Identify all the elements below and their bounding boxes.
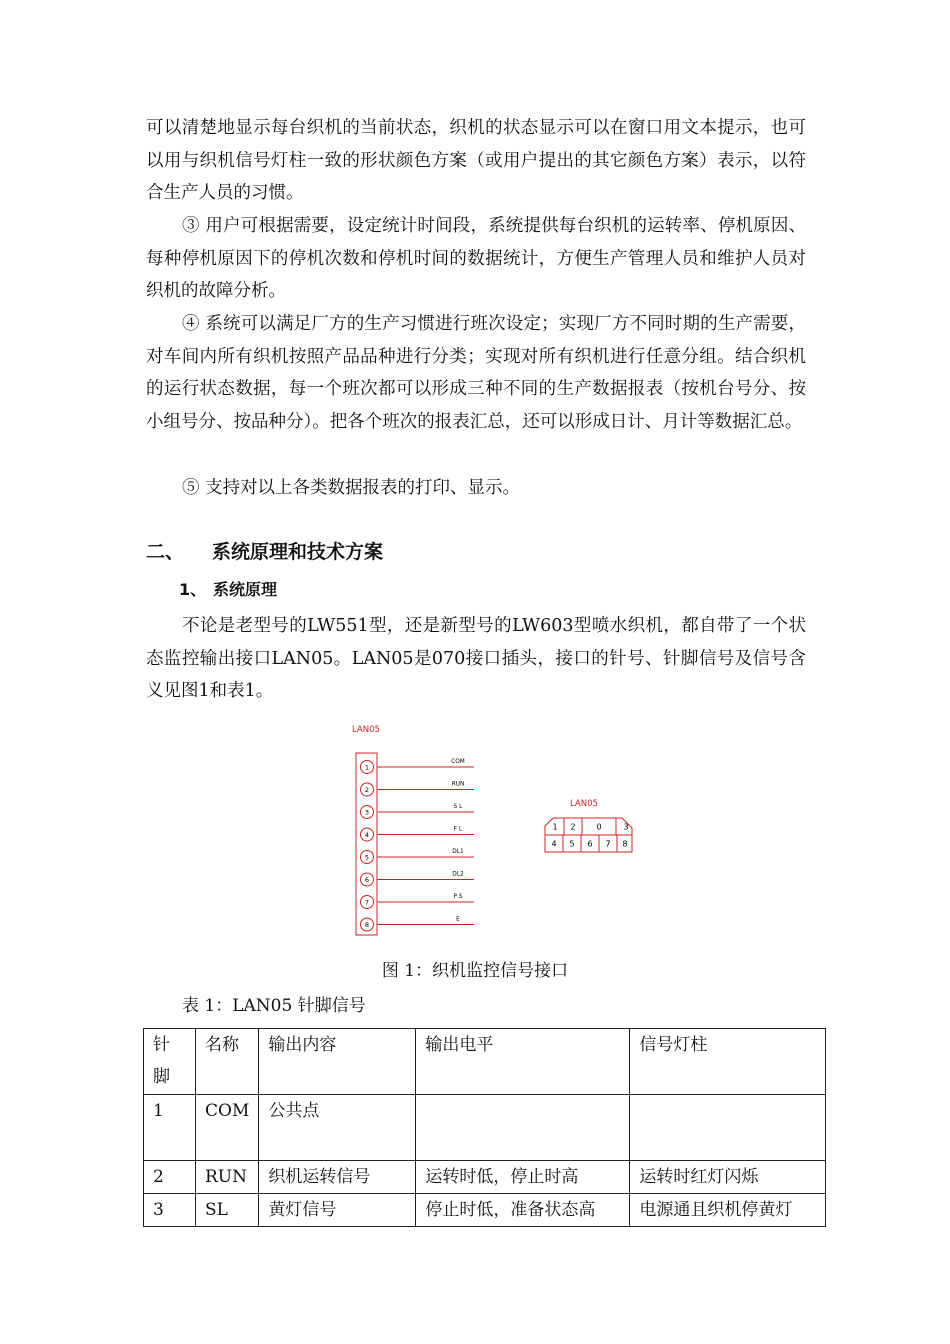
signal-label: COM (451, 759, 465, 765)
pin-list (361, 759, 475, 931)
connector-body (356, 753, 377, 935)
connector-diagram (340, 718, 640, 943)
table-cell: SL (196, 1194, 259, 1227)
plug-pin-number: 6 (587, 839, 593, 849)
pin-number: 4 (364, 831, 370, 839)
table-cell: 停止时低，准备状态高 (416, 1194, 630, 1227)
signal-label: F L (453, 826, 463, 833)
table-header-row (144, 1029, 826, 1095)
header-output-content: 输出内容 (259, 1029, 416, 1095)
plug-pin-number: 3 (623, 822, 629, 832)
paragraph-print-display: ⑤ 支持对以上各类数据报表的打印、显示。 (182, 478, 521, 498)
plug-pin-number: 5 (569, 839, 575, 849)
pin-number: 5 (364, 853, 370, 862)
table-cell: 2 (144, 1161, 196, 1194)
table-cell: 织机运转信号 (259, 1161, 416, 1194)
figure-caption: 图 1：织机监控信号接口 (381, 961, 569, 981)
plug-pin-number: 0 (596, 822, 602, 832)
table-cell: 3 (144, 1194, 196, 1227)
plug-pin-number: 8 (622, 839, 628, 849)
signal-label: P S (453, 894, 463, 900)
pin-number: 7 (364, 898, 370, 907)
pin-number: 2 (364, 786, 370, 794)
pin-number: 1 (364, 763, 370, 772)
plug-label: LAN05 (570, 799, 598, 809)
signal-label: RUN (451, 781, 465, 788)
subsection-heading (179, 575, 277, 605)
table-cell: 1 (144, 1095, 196, 1161)
section-number: 二、 (146, 541, 185, 563)
table-cell: 电源通且织机停黄灯 (630, 1194, 826, 1227)
signal-label: DL2 (452, 871, 464, 878)
section-heading (146, 534, 383, 570)
table-cell: RUN (196, 1161, 259, 1194)
header-name: 名称 (196, 1029, 259, 1095)
pin-signal-table (143, 1028, 826, 1227)
signal-label: E (456, 916, 460, 923)
pin-number: 8 (364, 921, 370, 929)
subsection-title: 系统原理 (213, 580, 278, 599)
plug-pin-number: 1 (552, 822, 558, 832)
table-cell: COM (196, 1095, 259, 1161)
header-output-level: 输出电平 (416, 1029, 630, 1095)
paragraph-interface-intro: 不论是老型号的LW551型，还是新型号的LW603型喷水织机，都自带了一个状态监控输出接口LAN05。LAN05是070接口插头，接口的针号、针脚信号及信号含义见图1和表1。 (146, 616, 806, 701)
table-cell: 运转时低，停止时高 (416, 1161, 630, 1194)
section-title: 系统原理和技术方案 (212, 541, 384, 563)
table-cell (416, 1095, 630, 1161)
signal-label: DL1 (452, 849, 464, 855)
pin-number: 3 (364, 808, 370, 817)
paragraph-statistics: ③ 用户可根据需要，设定统计时间段，系统提供每台织机的运转率、停机原因、每种停机原因下的停机次数和停机时间的数据统计，方便生产管理人员和维护人员对织机的故障分析。 (146, 216, 806, 301)
header-signal-light: 信号灯柱 (630, 1029, 826, 1095)
subsection-number: 1、 (179, 580, 207, 599)
table-row (144, 1161, 826, 1194)
paragraph-status-display: 可以清楚地显示每台织机的当前状态，织机的状态显示可以在窗口用文本提示，也可以用与织机信号灯柱一致的形状颜色方案（或用户提出的其它颜色方案）表示，以符合生产人员的习惯。 (146, 118, 806, 203)
table-caption: 表 1：LAN05 针脚信号 (182, 996, 366, 1016)
plug-pin-number: 2 (570, 822, 576, 832)
signal-label: S L (453, 804, 463, 810)
table-row (144, 1095, 826, 1161)
table-cell (630, 1095, 826, 1161)
table-row (144, 1194, 826, 1227)
plug-pin-number: 7 (605, 839, 611, 849)
plug-pin-number: 4 (551, 839, 557, 849)
table-cell: 运转时红灯闪烁 (630, 1161, 826, 1194)
table-cell: 公共点 (259, 1095, 416, 1161)
header-pin: 针脚 (144, 1029, 196, 1095)
paragraph-shift-settings: ④ 系统可以满足厂方的生产习惯进行班次设定；实现厂方不同时期的生产需要，对车间内所有织机按照产品品种进行分类；实现对所有织机进行任意分组。结合织机的运行状态数据，每一个班次都可以形成三种不同的生产数据报表（按机台号分、按小组号分、按品种分）。把各个班次的报表汇总，还可以形成日计、月计等数据汇总。 (146, 314, 806, 432)
pin-number: 6 (364, 876, 370, 884)
connector-label: LAN05 (352, 725, 380, 735)
table-cell: 黄灯信号 (259, 1194, 416, 1227)
